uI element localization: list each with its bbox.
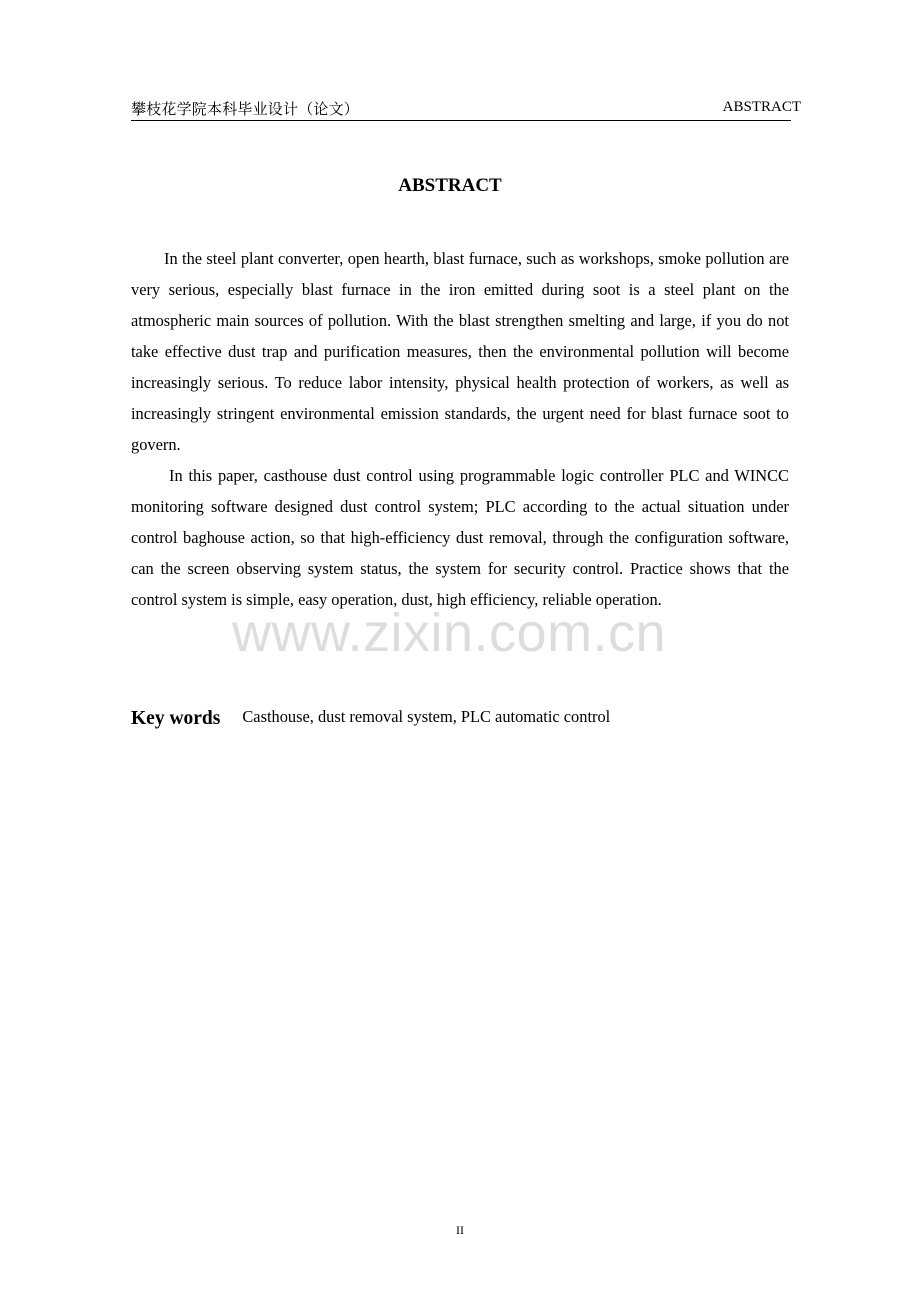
abstract-title: ABSTRACT <box>398 175 502 196</box>
abstract-paragraph-2: In this paper, casthouse dust control using programmable logic controller PLC and WINCC monitoring software designed dust control system; PLC according to the actual situation under control baghouse action, so that high-efficiency dust removal, through the configuration software, can the screen observing system status, the system for security control. Practice shows that the control system is simple, easy operation, dust, high efficiency, reliable operation. <box>131 466 789 609</box>
site-watermark: www.zixin.com.cn <box>232 603 667 663</box>
abstract-body <box>131 243 789 615</box>
keywords-line <box>131 708 791 730</box>
header-section: ABSTRACT <box>722 99 801 115</box>
header-institution: 攀枝花学院本科毕业设计（论文） <box>131 100 360 118</box>
keywords-text: Casthouse, dust removal system, PLC automatic control <box>242 707 611 726</box>
page-number: II <box>456 1223 464 1237</box>
keywords-label: Key words <box>131 708 221 729</box>
abstract-paragraph-1: In the steel plant converter, open hearth, blast furnace, such as workshops, smoke pollution are very serious, especially blast furnace in the iron emitted during soot is a steel plant on the atmospheric main sources of pollution. With the blast strengthen smelting and large, if you do not take effective dust trap and purification measures, then the environmental pollution will become increasingly serious. To reduce labor intensity, physical health protection of workers, as well as increasingly stringent environmental emission standards, the urgent need for blast furnace soot to govern. <box>131 249 789 454</box>
page-header <box>131 96 801 121</box>
